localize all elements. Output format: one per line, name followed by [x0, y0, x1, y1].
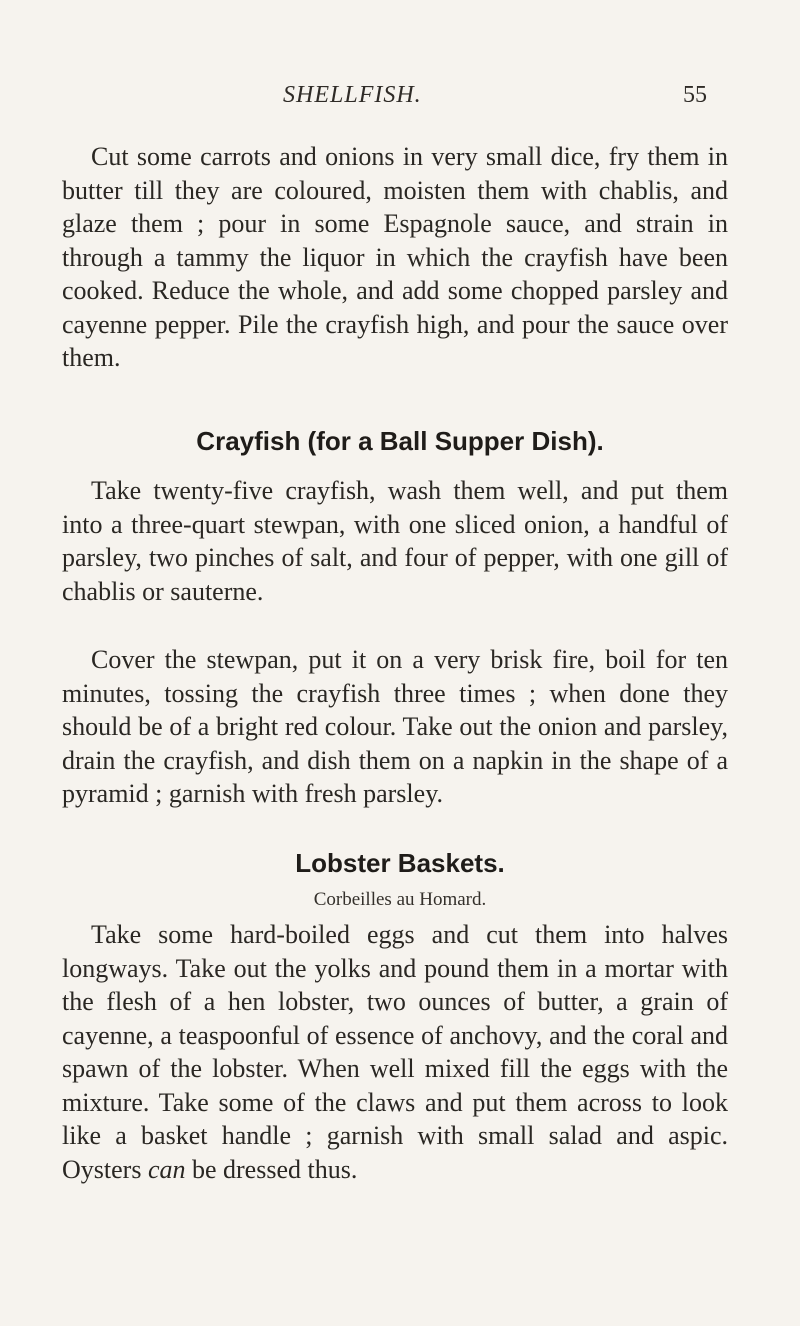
heading-crayfish-ball-supper: Crayfish (for a Ball Supper Dish). — [196, 426, 604, 456]
paragraph-crayfish-preparation: Take twenty-five crayfish, wash them well, and put them into a three-quart stewpan, with one sliced onion, a handful of parsley, two pinches of salt, and four of pepper, with one gill of chablis or sauterne. — [62, 476, 728, 606]
subheading-corbeilles-au-homard: Corbeilles au Homard. — [313, 889, 487, 910]
heading-lobster-baskets: Lobster Baskets. — [295, 848, 505, 878]
page-number: 55 — [683, 82, 707, 108]
running-head: SHELLFISH. — [283, 82, 422, 108]
paragraph-lobster-baskets — [62, 918, 728, 1186]
paragraph-crayfish-cooking: Cover the stewpan, put it on a very brisk fire, boil for ten minutes, tossing the crayfish three times ; when done they should be of a bright red colour. Take out the onion and parsley, drain the crayfish, and dish them on a napkin in the shape of a pyramid ; garnish with fresh parsley. — [62, 645, 728, 808]
paragraph-sauce-instructions: Cut some carrots and onions in very small dice, fry them in butter till they are coloured, moisten them with chablis, and glaze them ; pour in some Espagnole sauce, and strain in through a tammy the liquor in which the crayfish have been cooked. Reduce the whole, and add some chopped parsley and cayenne pepper. Pile the crayfish high, and pour the sauce over them. — [62, 142, 728, 372]
paragraph-lobster-text-end: be dressed thus. — [185, 1154, 358, 1184]
italic-emphasis: can — [147, 1154, 186, 1184]
paragraph-lobster-text-main: Take some hard-boiled eggs and cut them into halves longways. Take out the yolks and pound them in a mortar with the flesh of a hen lobster, two ounces of butter, a grain of cayenne, a teaspoonful of essence of anchovy, and the coral and spawn of the lobster. When well mixed fill the eggs with the mixture. Take some of the claws and put them across to look like a basket handle ; garnish with small salad and aspic. Oysters — [62, 920, 728, 1184]
